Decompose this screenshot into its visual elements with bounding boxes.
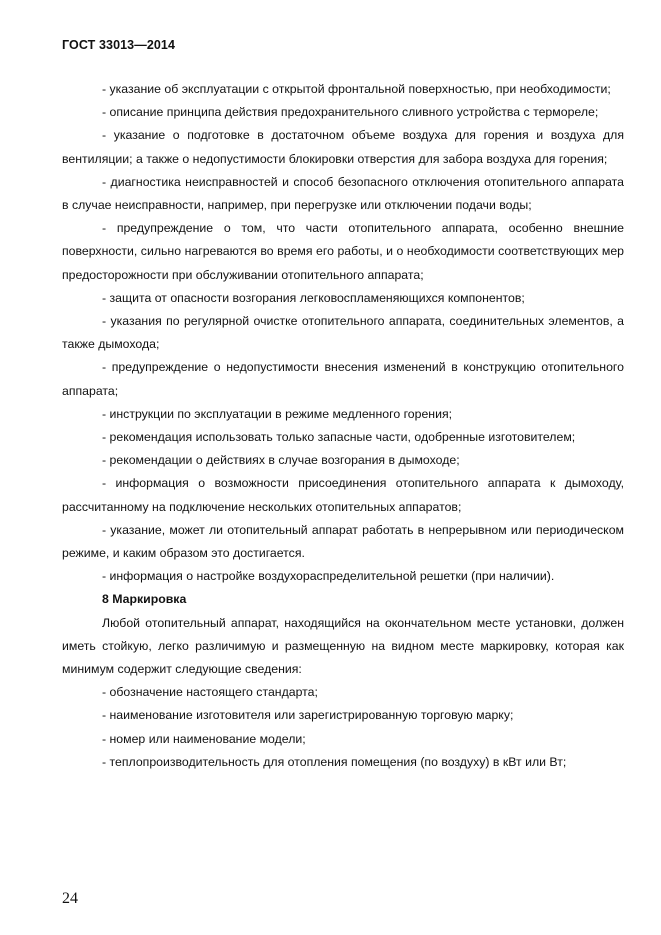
list-item: - теплопроизводительность для отопления помещения (по воздуху) в кВт или Вт; xyxy=(102,754,567,769)
list-item: - информация о возможности присоединения отопительного аппарата к дымоходу, рассчитанному на подключение нескольких отопительных аппаратов; xyxy=(62,476,624,514)
list-item: - рекомендация использовать только запасные части, одобренные изготовителем; xyxy=(102,430,576,445)
section-heading: 8 Маркировка xyxy=(102,592,187,607)
list-item: - предупреждение о том, что части отопительного аппарата, особенно внешние поверхности, сильно нагреваются во время его работы, и о необходимости соответствующих мер предосторожности при обслуживании отопительного аппарата; xyxy=(62,221,624,282)
document-code-header: ГОСТ 33013—2014 xyxy=(62,38,176,52)
list-item: - описание принципа действия предохранительного сливного устройства с термореле; xyxy=(102,105,599,120)
list-item: - диагностика неисправностей и способ безопасного отключения отопительного аппарата в случае неисправности, например, при перегрузке или отключении подачи воды; xyxy=(62,174,624,213)
list-item: - указание, может ли отопительный аппарат работать в непрерывном или периодическом режиме, и каким образом это достигается. xyxy=(62,522,624,561)
list-item: - информация о настройке воздухораспределительной решетки (при наличии). xyxy=(102,569,555,584)
list-item: - рекомендации о действиях в случае возгорания в дымоходе; xyxy=(102,453,460,468)
list-item: - указание о подготовке в достаточном объеме воздуха для горения и воздуха для вентиляции; а также о недопустимости блокировки отверстия для забора воздуха для горения; xyxy=(62,128,624,166)
list-item: - инструкции по эксплуатации в режиме медленного горения; xyxy=(102,406,453,421)
list-item: - указания по регулярной очистке отопительного аппарата, соединительных элементов, а также дымохода; xyxy=(62,314,624,352)
list-item: - номер или наименование модели; xyxy=(102,731,306,746)
list-item: - предупреждение о недопустимости внесения изменений в конструкцию отопительного аппарата; xyxy=(62,360,624,398)
list-item: - обозначение настоящего стандарта; xyxy=(102,685,318,700)
document-body xyxy=(62,78,624,774)
list-item: - указание об эксплуатации с открытой фронтальной поверхностью, при необходимости; xyxy=(102,82,611,96)
section-intro-paragraph: Любой отопительный аппарат, находящийся на окончательном месте установки, должен иметь стойкую, легко различимую и размещенную на видном месте маркировку, которая как минимум содержит следующие сведения: xyxy=(62,615,624,677)
list-item: - защита от опасности возгорания легковоспламеняющихся компонентов; xyxy=(102,290,525,305)
page-number: 24 xyxy=(62,890,78,907)
list-item: - наименование изготовителя или зарегистрированную торговую марку; xyxy=(102,708,514,723)
